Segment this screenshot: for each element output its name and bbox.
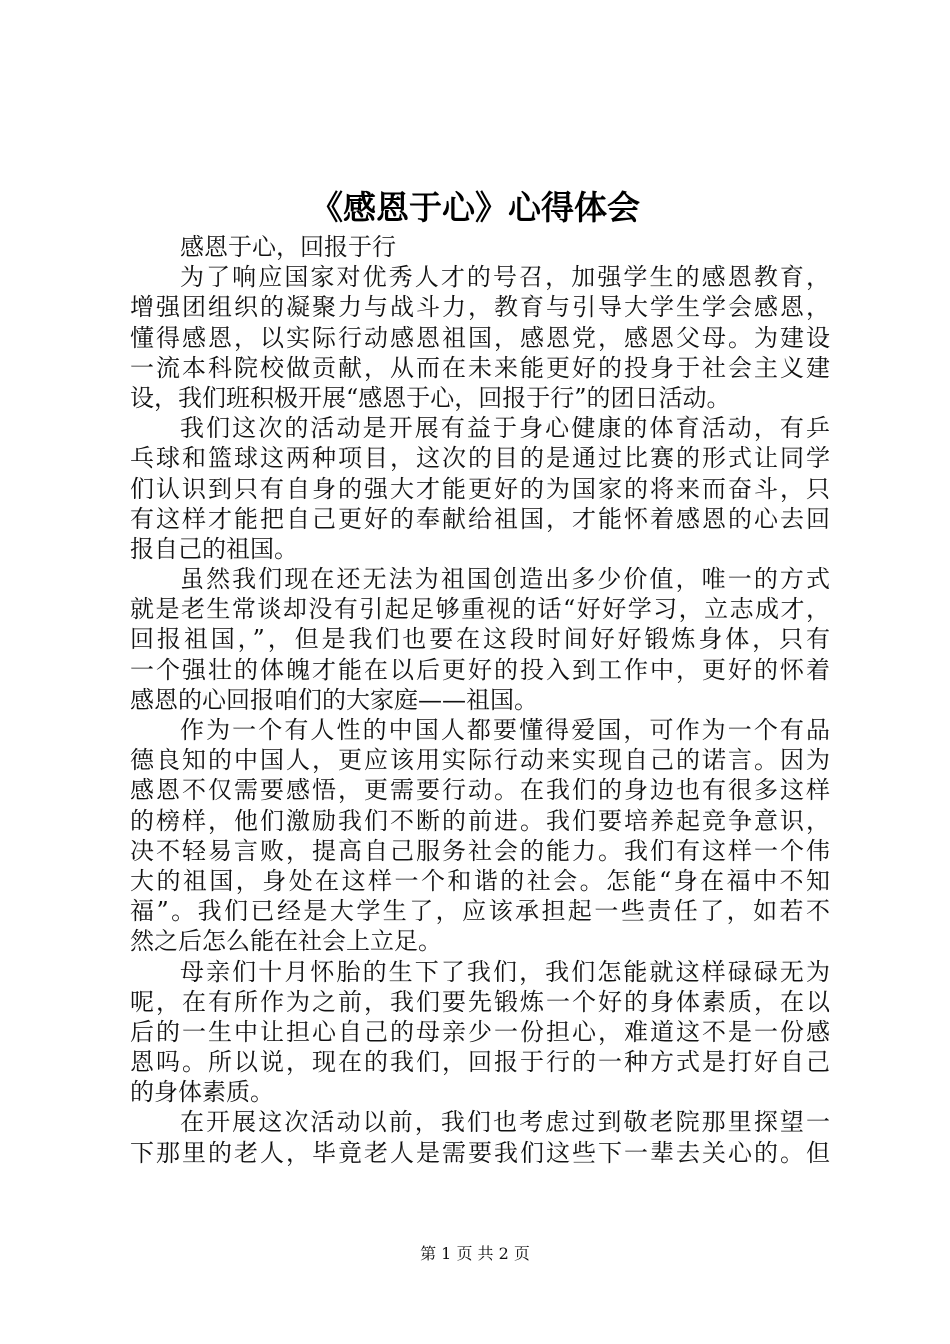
body-line: 回报祖国，”，但是我们也要在这段时间好好锻炼身体，只有 [130, 625, 830, 654]
body-line: 一流本科院校做贡献，从而在未来能更好的投身于社会主义建 [130, 353, 830, 382]
body-line: 懂得感恩，以实际行动感恩祖国，感恩党，感恩父母。为建设 [130, 323, 830, 352]
body-line: 就是老生常谈却没有引起足够重视的话“好好学习，立志成才， [130, 595, 830, 624]
document-body [130, 232, 830, 1168]
body-line: 德良知的中国人，更应该用实际行动来实现自己的诺言。因为 [130, 746, 830, 775]
body-line: 作为一个有人性的中国人都要懂得爱国，可作为一个有品 [180, 716, 830, 744]
body-line: 母亲们十月怀胎的生下了我们，我们怎能就这样碌碌无为 [180, 957, 830, 986]
body-line: 虽然我们现在还无法为祖国创造出多少价值，唯一的方式 [180, 565, 830, 594]
body-line: 一个强壮的体魄才能在以后更好的投入到工作中，更好的怀着 [130, 655, 830, 684]
body-line: 乓球和篮球这两种项目，这次的目的是通过比赛的形式让同学 [130, 444, 830, 473]
body-line: 呢，在有所作为之前，我们要先锻炼一个好的身体素质，在以 [130, 987, 830, 1016]
body-line: 设，我们班积极开展“感恩于心，回报于行”的团日活动。 [130, 383, 731, 412]
document-title: 《感恩于心》心得体会 [310, 188, 640, 227]
body-line: 的身体素质。 [130, 1078, 274, 1107]
page-footer: 第 1 页 共 2 页 [420, 1244, 530, 1263]
body-line: 在开展这次活动以前，我们也考虑过到敬老院那里探望一 [180, 1108, 830, 1137]
body-line: 们认识到只有自身的强大才能更好的为国家的将来而奋斗，只 [130, 474, 830, 503]
body-line: 后的一生中让担心自己的母亲少一份担心，难道这不是一份感 [130, 1017, 830, 1046]
body-line: 感恩不仅需要感悟，更需要行动。在我们的身边也有很多这样 [130, 776, 830, 805]
body-line: 感恩于心，回报于行 [180, 233, 396, 261]
body-line: 报自己的祖国。 [130, 534, 298, 563]
body-line: 下那里的老人，毕竟老人是需要我们这些下一辈去关心的。但 [130, 1138, 830, 1167]
body-line: 增强团组织的凝聚力与战斗力，教育与引导大学生学会感恩， [130, 293, 830, 322]
body-line: 恩吗。所以说，现在的我们，回报于行的一种方式是打好自己 [130, 1048, 830, 1077]
body-line: 决不轻易言败，提高自己服务社会的能力。我们有这样一个伟 [130, 836, 830, 865]
body-line: 为了响应国家对优秀人才的号召，加强学生的感恩教育， [180, 263, 830, 292]
body-line: 我们这次的活动是开展有益于身心健康的体育活动，有乒 [180, 414, 830, 443]
body-line: 然之后怎么能在社会上立足。 [130, 927, 442, 956]
body-line: 大的祖国，身处在这样一个和谐的社会。怎能“身在福中不知 [130, 866, 830, 895]
body-line: 感恩的心回报咱们的大家庭——祖国。 [130, 685, 538, 714]
body-line: 的榜样，他们激励我们不断的前进。我们要培养起竞争意识， [130, 806, 830, 835]
body-line: 有这样才能把自己更好的奉献给祖国，才能怀着感恩的心去回 [130, 504, 830, 533]
body-line: 福”。我们已经是大学生了，应该承担起一些责任了，如若不 [130, 897, 830, 926]
